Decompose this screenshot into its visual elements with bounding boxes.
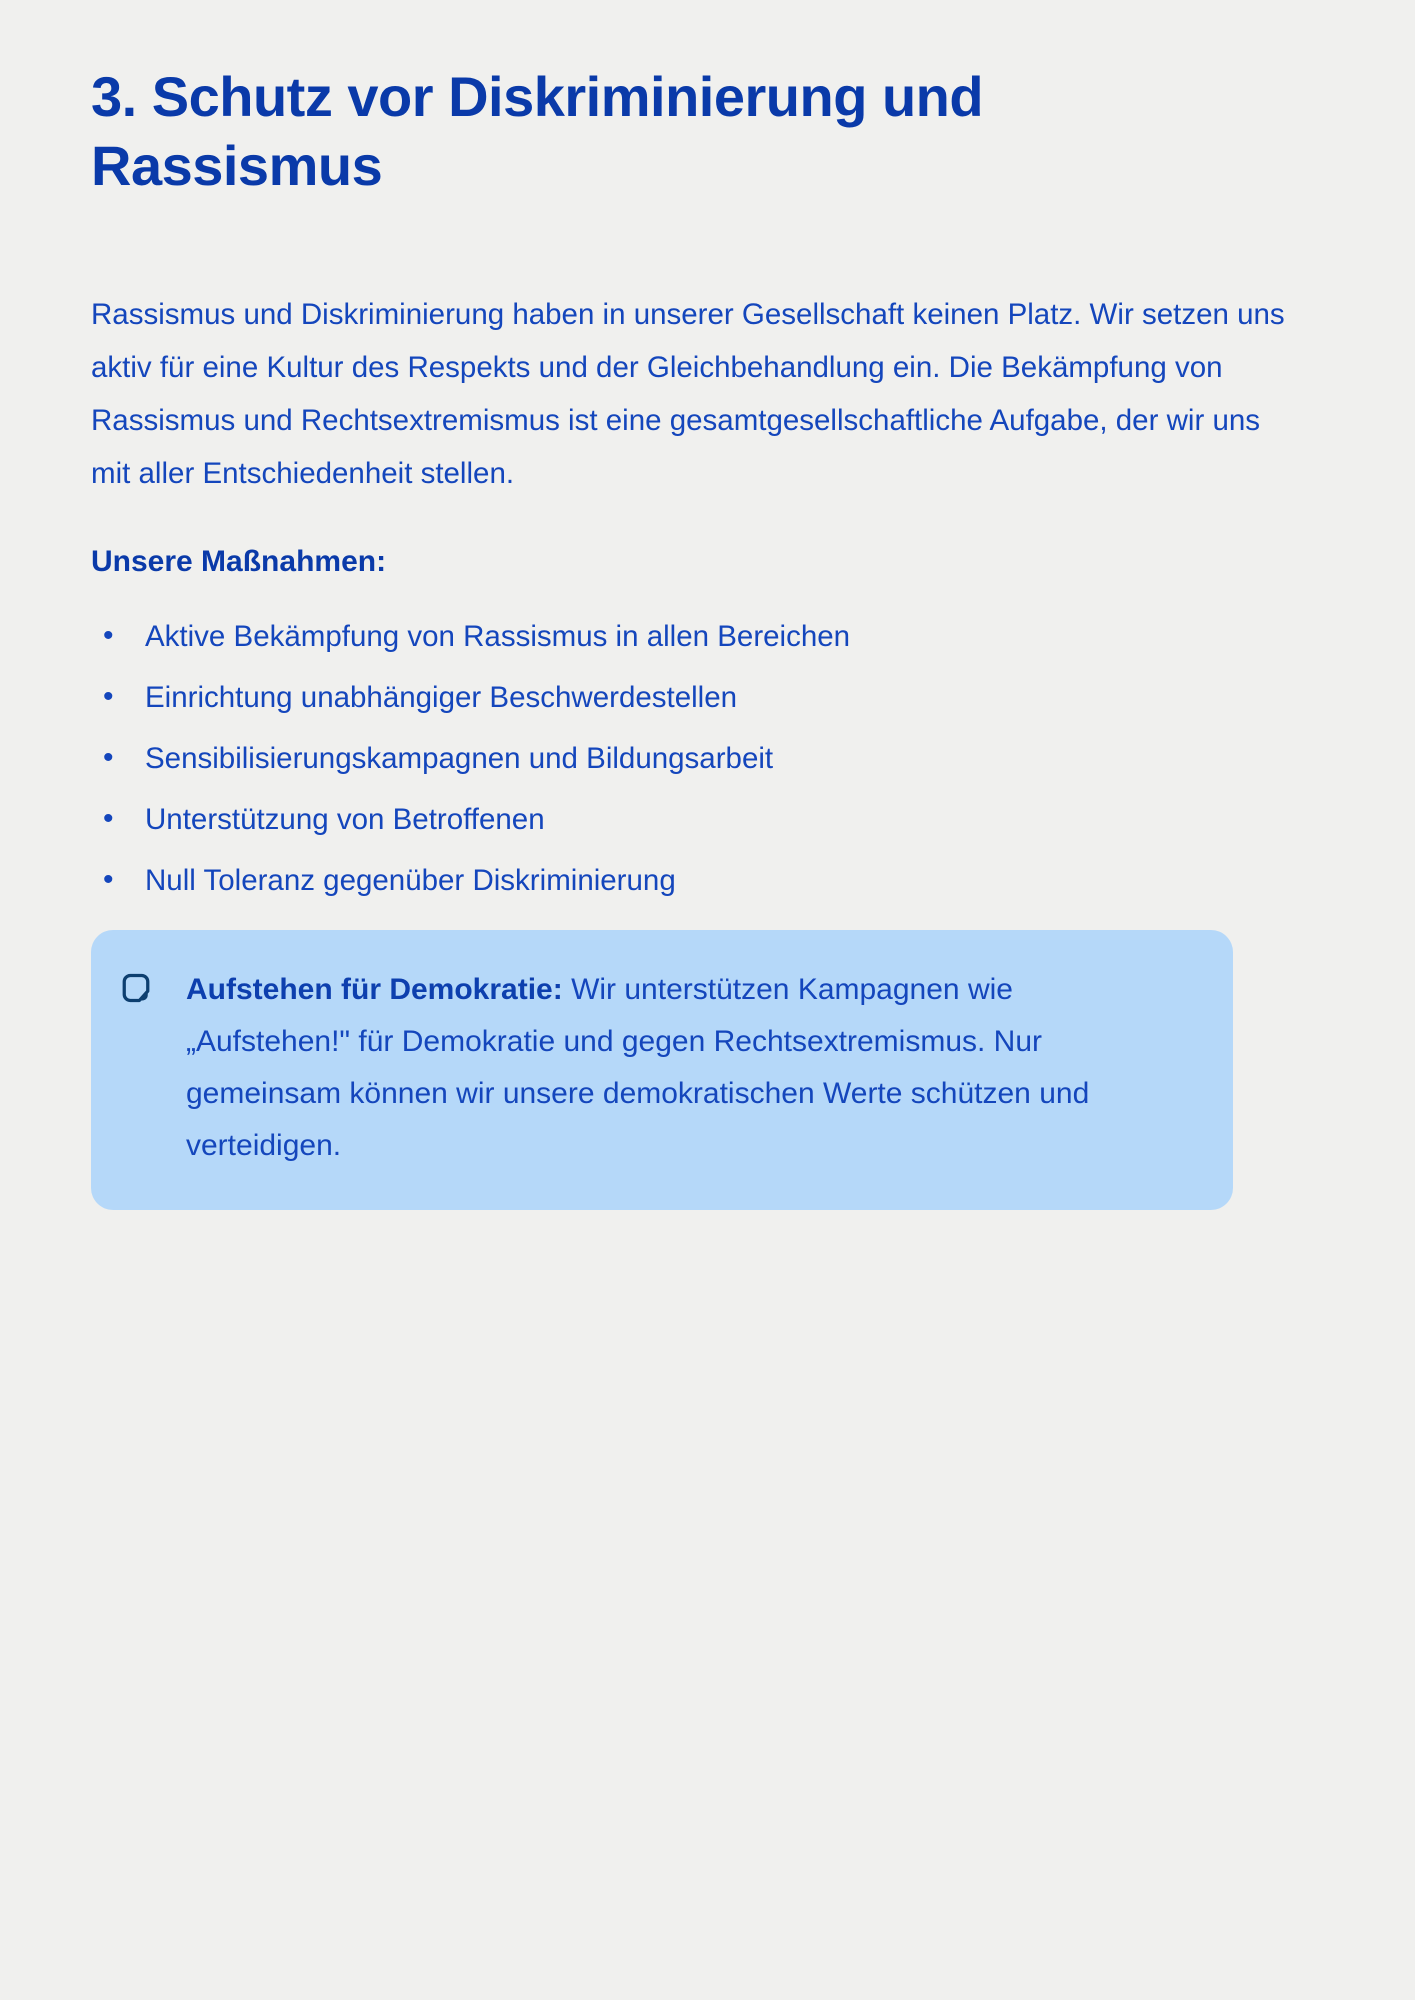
callout-title: Aufstehen für Demokratie: <box>186 973 563 1006</box>
list-item <box>91 679 1191 716</box>
list-item-text: Aktive Bekämpfung von Rassismus in allen Bereichen <box>145 620 851 653</box>
list-item-text: Einrichtung unabhängiger Beschwerdestellen <box>145 681 738 714</box>
callout-text <box>186 964 1146 1172</box>
list-item <box>91 618 1191 655</box>
list-item <box>91 862 1191 899</box>
measures-list <box>91 618 1191 899</box>
section-heading: 3. Schutz vor Diskriminierung und Rassismus <box>91 65 984 197</box>
callout-box <box>91 930 1233 1210</box>
list-item-text: Sensibilisierungskampagnen und Bildungsarbeit <box>145 742 774 775</box>
sticker-note-icon <box>119 971 153 1005</box>
list-item <box>91 740 1191 777</box>
measures-heading: Unsere Maßnahmen: <box>91 545 387 578</box>
list-item <box>91 801 1191 838</box>
list-item-text: Null Toleranz gegenüber Diskriminierung <box>145 864 676 897</box>
intro-paragraph: Rassismus und Diskriminierung haben in unserer Gesellschaft keinen Platz. Wir setzen uns aktiv für eine Kultur des Respekts und der Gleichbehandlung ein. Die Bekämpfung von Rassismus und Rechtsextremismus ist eine gesamtgesellschaftliche Aufgabe, der wir uns mit aller Entschiedenheit stellen. <box>91 298 1285 490</box>
list-item-text: Unterstützung von Betroffenen <box>145 803 545 836</box>
callout-body: Wir unterstützen Kampagnen wie „Aufstehen!" für Demokratie und gegen Rechtsextremismus. Nur gemeinsam können wir unsere demokratischen Werte schützen und verteidigen. <box>186 973 1090 1162</box>
